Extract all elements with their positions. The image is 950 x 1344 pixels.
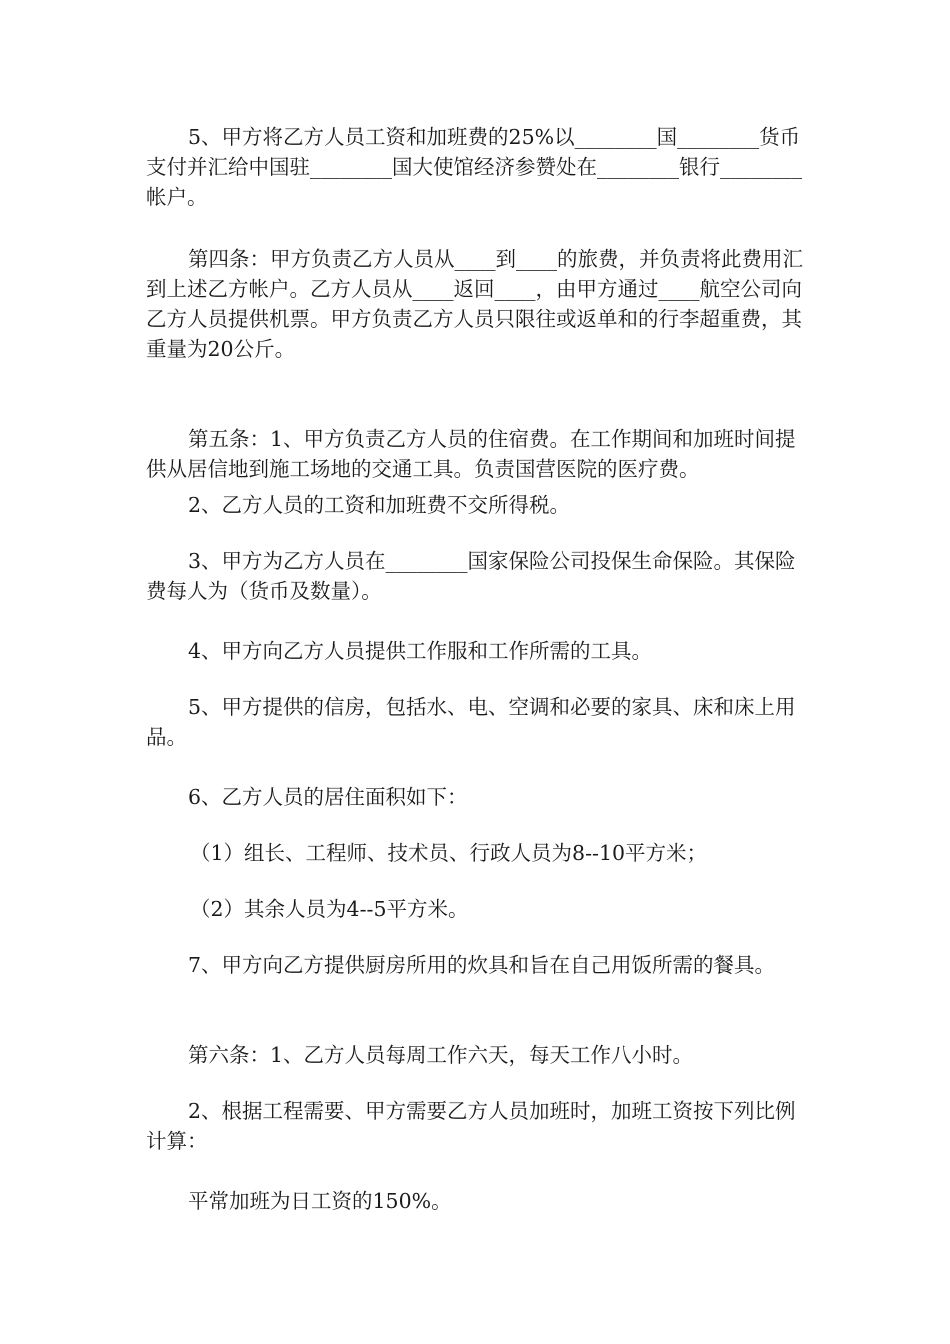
paragraph-overtime-ratio: 2、根据工程需要、甲方需要乙方人员加班时，加班工资按下列比例计算：	[146, 1099, 796, 1153]
paragraph-salary-remittance: 5、甲方将乙方人员工资和加班费的25%以________国________货币支付并汇给中国驻________国大使馆经济参赞处在________银行________帐户。	[146, 125, 802, 209]
paragraph-living-area-item-1: （1）组长、工程师、技术员、行政人员为8--10平方米；	[190, 841, 708, 865]
paragraph-tax-exemption: 2、乙方人员的工资和加班费不交所得税。	[188, 493, 571, 517]
paragraph-article-5-lodging: 第五条：1、甲方负责乙方人员的住宿费。在工作期间和加班时间提供从居信地到施工场地的交通工具。负责国营医院的医疗费。	[146, 427, 796, 481]
paragraph-living-area: 6、乙方人员的居住面积如下：	[188, 785, 468, 809]
paragraph-housing: 5、甲方提供的信房，包括水、电、空调和必要的家具、床和床上用品。	[146, 695, 796, 749]
paragraph-article-6-hours: 第六条：1、乙方人员每周工作六天，每天工作八小时。	[188, 1043, 694, 1067]
paragraph-normal-overtime: 平常加班为日工资的150%。	[188, 1189, 452, 1213]
paragraph-work-clothing: 4、甲方向乙方人员提供工作服和工作所需的工具。	[188, 639, 653, 663]
paragraph-article-4-travel: 第四条：甲方负责乙方人员从____到____的旅费，并负责将此费用汇到上述乙方帐户。乙方人员从____返回____，由甲方通过____航空公司向乙方人员提供机票。甲方负责乙方人员只限往或返单和的行李超重费，其重量为20公斤。	[146, 247, 803, 361]
paragraph-life-insurance: 3、甲方为乙方人员在________国家保险公司投保生命保险。其保险费每人为（货币及数量）。	[146, 549, 796, 603]
paragraph-kitchen-utensils: 7、甲方向乙方提供厨房所用的炊具和旨在自己用饭所需的餐具。	[188, 953, 776, 977]
paragraph-living-area-item-2: （2）其余人员为4--5平方米。	[190, 897, 469, 921]
